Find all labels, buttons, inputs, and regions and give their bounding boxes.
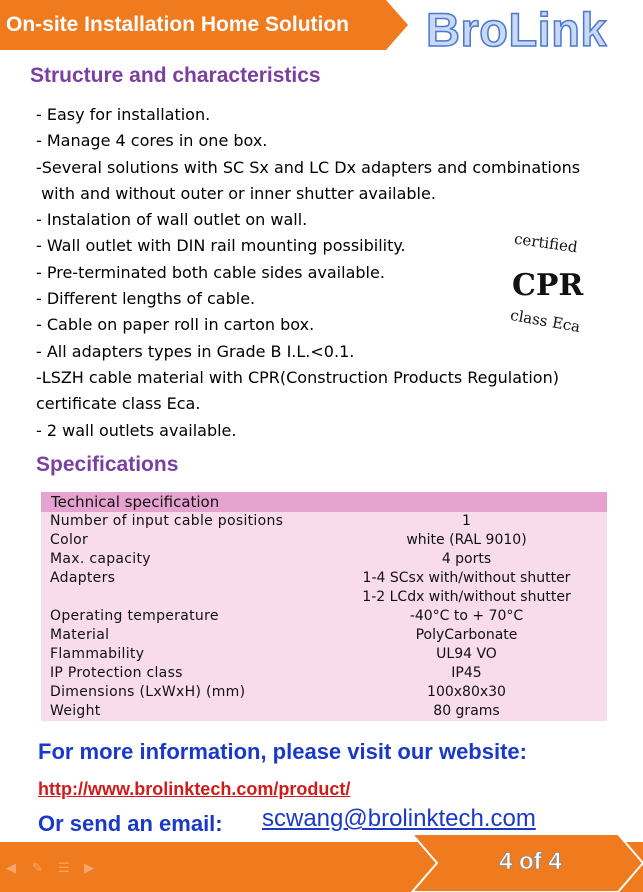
arrow-left-icon[interactable]: ◀: [6, 861, 16, 876]
cpr-certified-text: certified: [513, 229, 579, 257]
spec-row: [41, 569, 607, 588]
email-link[interactable]: scwang@brolinktech.com: [262, 805, 536, 832]
cpr-certified-badge: [500, 230, 590, 340]
spec-value: IP45: [451, 665, 482, 681]
specifications-heading: Specifications: [36, 453, 179, 476]
spec-row: [41, 531, 607, 550]
spec-label: Number of input cable positions: [50, 513, 284, 529]
spec-value: PolyCarbonate: [415, 627, 518, 643]
email-label: Or send an email:: [38, 811, 223, 836]
spec-row: [41, 702, 607, 721]
spec-row: [41, 588, 607, 607]
spec-row: [41, 683, 607, 702]
cpr-class-text: class Eca: [508, 306, 582, 336]
spec-label: Color: [50, 532, 89, 548]
spec-value: 1: [462, 513, 471, 529]
spec-value: 4 ports: [441, 551, 492, 567]
spec-row: [41, 512, 607, 531]
spec-value: 1-2 LCdx with/without shutter: [362, 589, 571, 605]
feature-item: - 2 wall outlets available.: [36, 420, 237, 440]
spec-label: Dimensions (LxWxH) (mm): [50, 684, 246, 700]
spec-row: [41, 664, 607, 683]
spec-row: [41, 607, 607, 626]
page-indicator: 4 of 4: [499, 848, 562, 875]
feature-item: - Pre-terminated both cable sides available.: [36, 262, 385, 282]
feature-item: - Different lengths of cable.: [36, 289, 256, 309]
spec-value: UL94 VO: [436, 646, 497, 662]
feature-item: certificate class Eca.: [36, 394, 201, 414]
spec-label: [41, 588, 346, 607]
spec-label: Operating temperature: [50, 608, 219, 624]
website-link[interactable]: http://www.brolinktech.com/product/: [38, 779, 351, 799]
spec-value: 100x80x30: [427, 684, 506, 700]
spec-label: Material: [50, 627, 110, 643]
spec-row: [41, 626, 607, 645]
spec-label: Max. capacity: [50, 551, 151, 567]
spec-value: -40°C to + 70°C: [409, 608, 524, 624]
arrow-right-icon[interactable]: ▶: [84, 861, 94, 876]
spec-table-title: Technical specification: [41, 492, 607, 512]
brolink-logo: BroLink: [426, 3, 608, 56]
slide-controls: [6, 862, 98, 876]
feature-item: - Manage 4 cores in one box.: [36, 131, 268, 151]
spec-table: [41, 492, 607, 721]
structure-heading: Structure and characteristics: [30, 64, 321, 87]
cpr-main-text: CPR: [512, 268, 584, 303]
feature-item: - Easy for installation.: [36, 105, 211, 124]
spec-row: [41, 550, 607, 569]
spec-value: 1-4 SCsx with/without shutter: [362, 570, 571, 586]
feature-item: - Cable on paper roll in carton box.: [36, 315, 315, 335]
spec-value: 80 grams: [433, 703, 500, 719]
feature-item: - Wall outlet with DIN rail mounting possibility.: [36, 236, 406, 256]
spec-label: IP Protection class: [50, 665, 183, 681]
header-title: On-site Installation Home Solution: [6, 13, 350, 36]
spec-label: Flammability: [50, 646, 145, 662]
spec-label: Adapters: [50, 570, 116, 586]
feature-item: - Instalation of wall outlet on wall.: [36, 210, 308, 230]
spec-row: [41, 645, 607, 664]
feature-item: - All adapters types in Grade B I.L.<0.1.: [36, 341, 355, 361]
spec-value: white (RAL 9010): [406, 532, 527, 548]
pen-icon[interactable]: ✎: [32, 861, 43, 876]
menu-icon[interactable]: ☰: [58, 861, 70, 876]
feature-item: -LSZH cable material with CPR(Construction Products Regulation): [36, 367, 559, 387]
feature-item: -Several solutions with SC Sx and LC Dx adapters and combinations: [36, 157, 581, 177]
spec-label: Weight: [50, 703, 101, 719]
more-info-heading: For more information, please visit our website:: [38, 739, 527, 764]
feature-item: with and without outer or inner shutter available.: [36, 183, 436, 203]
